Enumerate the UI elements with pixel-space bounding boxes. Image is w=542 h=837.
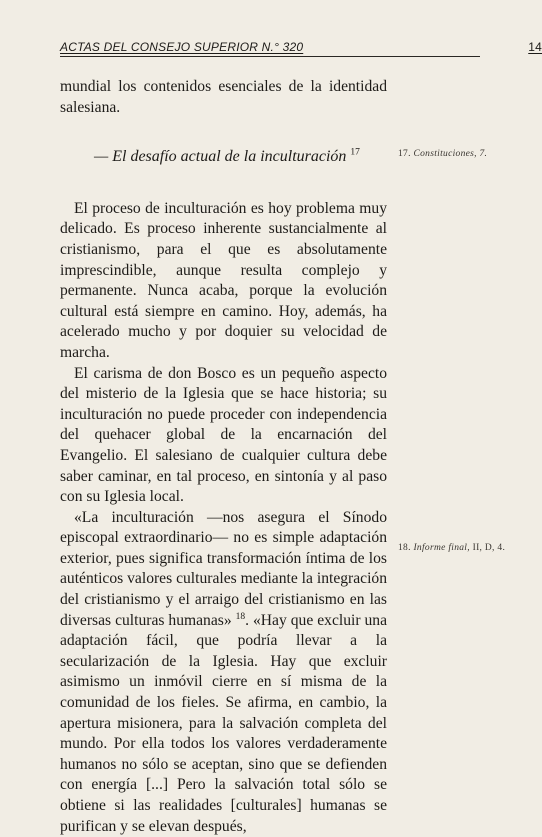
section-heading bbox=[60, 147, 387, 168]
note-18-number: 18. bbox=[398, 543, 411, 553]
page-number: 14 bbox=[528, 40, 542, 54]
paragraph-1: El proceso de inculturación es hoy problema muy delicado. Es proceso inherente sustancialmente al cristianismo, para el que es absolutamente imprescindible, aunque resulta complejo y permanente. Nunca acaba, porque la evolución cultural está siempre en camino. Hoy, además, ha acelerado mucho y por doquier su velocidad de marcha. bbox=[60, 199, 387, 361]
note-17-text: Constituciones, 7. bbox=[413, 149, 488, 159]
heading-text: El desafío actual de la inculturación bbox=[112, 148, 347, 166]
note-18-title: Informe final, bbox=[413, 543, 470, 553]
paragraph-3 bbox=[60, 508, 387, 837]
paragraph-2: El carisma de don Bosco es un pequeño aspecto del misterio de la Iglesia que se hace historia; su inculturación no puede proceder con independencia del quehacer global de la encarnación del Evangelio. El salesiano de cualquier cultura debe saber caminar, en tal proceso, en sintonía y al paso con su Iglesia local. bbox=[60, 364, 387, 506]
margin-note-17 bbox=[398, 149, 518, 159]
heading-footnote-ref: 17 bbox=[350, 147, 360, 158]
heading-dash: — bbox=[94, 148, 113, 166]
publication-title: ACTAS DEL CONSEJO SUPERIOR N.° 320 bbox=[60, 40, 304, 54]
note-17-number: 17. bbox=[398, 149, 411, 159]
footnote-ref-18: 18 bbox=[235, 611, 246, 622]
margin-note-18 bbox=[398, 543, 518, 553]
paragraph-3-quote: «La inculturación —nos asegura el Sínodo episcopal extraordinario— no es simple adaptación exterior, pues significa transformación íntima de los auténticos valores culturales mediante la integración del cristianismo y el arraigo del cristianismo en las diversas culturas humanas» bbox=[60, 508, 387, 629]
paragraph-3-cont: . «Hay que excluir una adaptación fácil, que podría llevar a la secularización de la Iglesia. Hay que excluir asimismo un inmóvil cierre en sí misma de la comunidad de los fieles. Se afirma, en cambio, la apertura misionera, para la salvación completa del mundo. Por ella todos los valores verdaderamente humanos no sólo se aceptan, sino que se defienden con energía [...] Pero la salvación total sólo se obtiene si las realidades [culturales] humanas se purifican y se elevan después, bbox=[60, 611, 388, 835]
main-text bbox=[60, 77, 387, 837]
paragraph-intro: mundial los contenidos esenciales de la identidad salesiana. bbox=[60, 78, 387, 116]
running-header bbox=[60, 38, 542, 57]
note-18-rest: II, D, 4. bbox=[472, 543, 506, 553]
